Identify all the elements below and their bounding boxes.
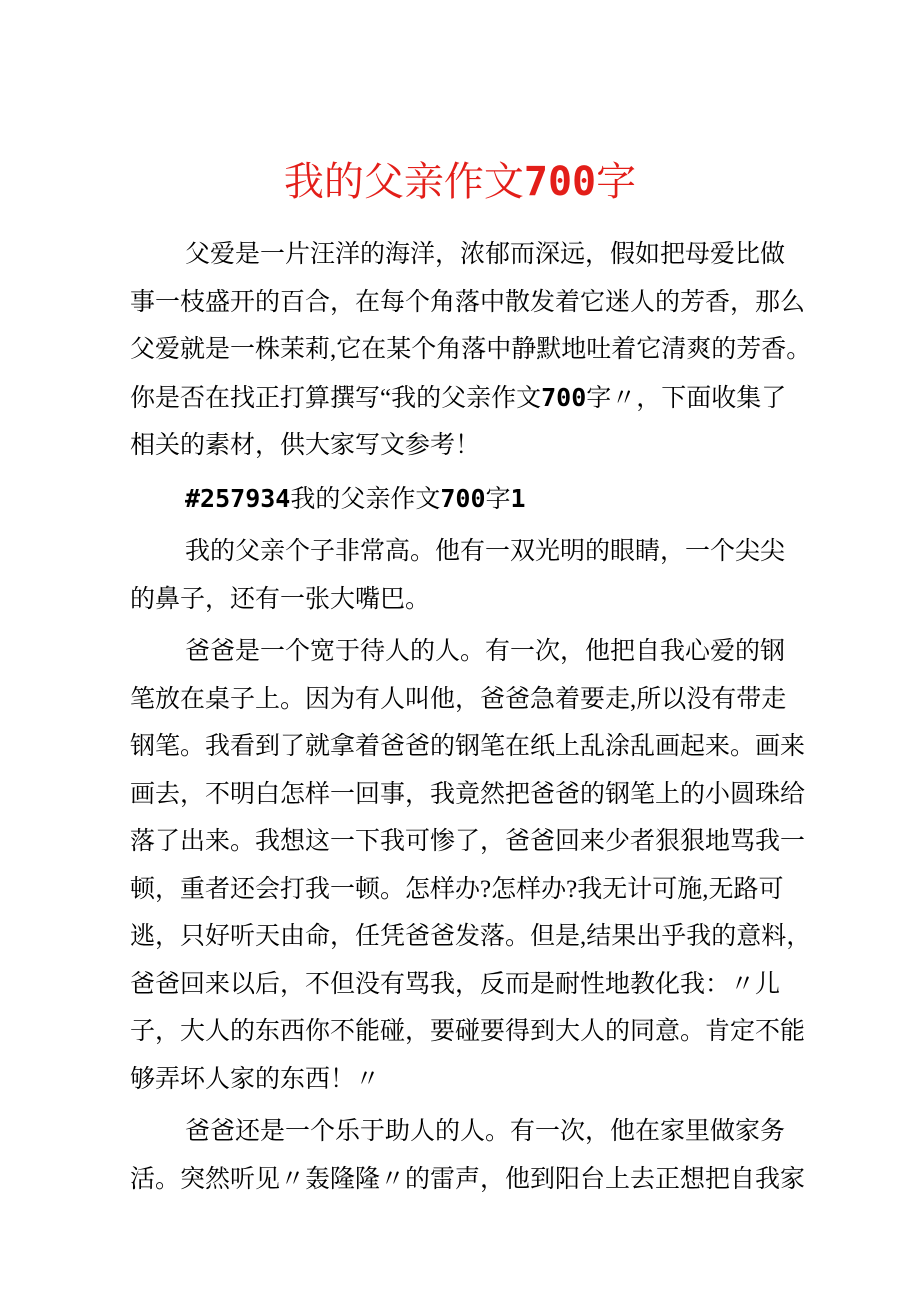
text-line: 够弄坏人家的东西！〃 [130,1065,381,1093]
text-line: 父爱是一片汪洋的海洋，浓郁而深远，假如把母爱比做 [185,241,786,268]
numeric-text: 700 [523,159,597,205]
document-body [130,231,820,1203]
numeric-text: 1 [510,483,526,513]
text-line: 逃，只好听天由命，任凭爸爸发落。但是,结果出乎我的意料， [130,923,812,950]
document-title: 我的父亲作文700字 [283,159,637,205]
text-line: 笔放在桌子上。因为有人叫他，爸爸急着要走,所以没有带走 [130,685,787,713]
paragraph [130,528,820,623]
text-line: 画去，不明白怎样一回事，我竟然把爸爸的钢笔上的小圆珠给 [130,780,806,808]
text-line: 爸爸回来以后，不但没有骂我，反而是耐性地教化我：〃儿 [130,970,781,998]
text-line: 我的父亲个子非常高。他有一双光明的眼睛，一个尖尖 [185,538,786,565]
text-line: 落了出来。我想这一下我可惨了，爸爸回来少者狠狠地骂我一 [130,828,806,855]
text-line: 爸爸还是一个乐于助人的人。有一次，他在家里做家务 [185,1118,786,1145]
text-line: 顿，重者还会打我一顿。怎样办?怎样办?我无计可施,无路可 [130,875,784,903]
numeric-text: 700 [541,382,587,412]
numeric-text: 700 [440,483,486,513]
text-line: 子，大人的东西你不能碰，要碰要得到大人的同意。肯定不能 [130,1018,806,1045]
text-line: 爸爸是一个宽于待人的人。有一次，他把自我心爱的钢 [185,638,786,665]
text-line: #257934我的父亲作文700字1 [185,483,526,513]
text-line: 的鼻子，还有一张大嘴巴。 [130,585,431,613]
text-line: 钢笔。我看到了就拿着爸爸的钢笔在纸上乱涂乱画起来。画来 [130,733,806,760]
paragraph [130,231,820,470]
text-line: 活。突然听见〃轰隆隆〃的雷声，他到阳台上去正想把自我家 [130,1165,806,1193]
paragraph [130,628,820,1103]
text-line: 相关的素材，供大家写文参考！ [130,432,481,459]
text-line: 事一枝盛开的百合，在每个角落中散发着它迷人的芳香，那么 [130,288,806,316]
paragraph [130,1108,820,1203]
text-line: 你是否在找正打算撰写“我的父亲作文700字〃，下面收集了 [130,382,787,412]
paragraph [130,475,820,524]
numeric-text: #257934 [185,483,291,513]
text-line: 父爱就是一株茉莉,它在某个角落中静默地吐着它清爽的芳香。 [130,336,812,363]
